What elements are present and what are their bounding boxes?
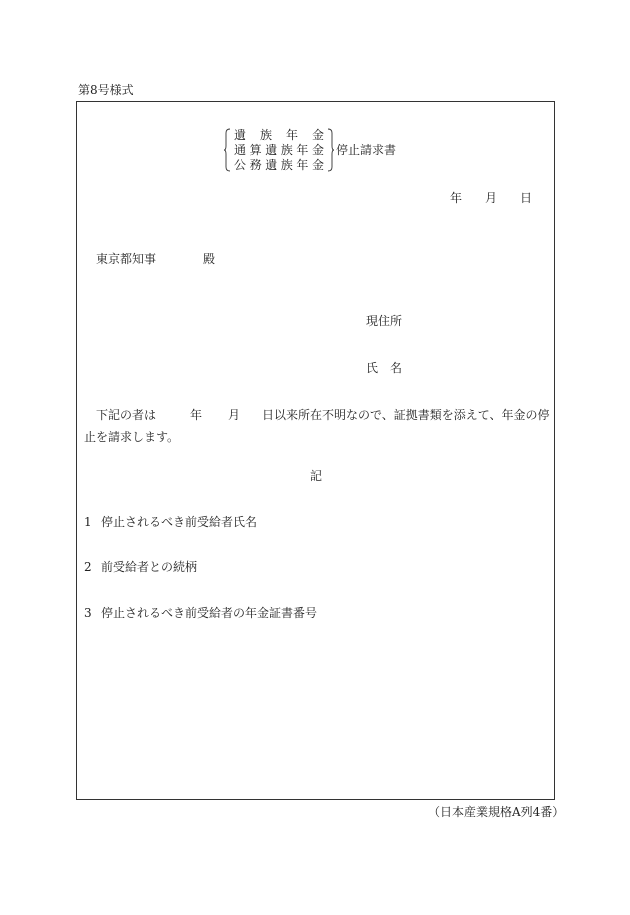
- body-line1-month: 月: [228, 408, 241, 422]
- pension-type-3: 公務遺族年金: [234, 158, 324, 172]
- body-line1-rest: 日以来所在不明なので、証拠書類を添えて、年金の停: [262, 408, 550, 422]
- addressee-honorific: 殿: [203, 252, 216, 266]
- body-line1-prefix: 下記の者は: [96, 408, 157, 422]
- addressee-name: 東京都知事: [96, 252, 157, 266]
- form-frame: [76, 101, 555, 800]
- list-item-number: 2: [84, 560, 92, 574]
- address-label: 現住所: [366, 314, 403, 328]
- right-brace-icon: [327, 128, 334, 172]
- pension-type-2: 通算遺族年金: [234, 143, 324, 157]
- ki-heading: 記: [310, 469, 323, 483]
- list-item-number: 3: [84, 606, 92, 620]
- list-item-number: 1: [84, 515, 92, 529]
- pension-type-1: 遺族年金: [234, 128, 324, 142]
- body-line2: 止を請求します。: [84, 430, 180, 444]
- name-label: 氏 名: [366, 361, 403, 375]
- left-brace-icon: [224, 128, 231, 172]
- body-line1-year: 年: [190, 408, 203, 422]
- list-item: 前受給者との続柄: [101, 560, 198, 574]
- list-item: 停止されるべき前受給者氏名: [101, 515, 258, 529]
- document-title: 停止請求書: [336, 143, 397, 157]
- date-month-label: 月: [485, 191, 498, 205]
- date-year-label: 年: [450, 191, 463, 205]
- form-number: 第8号様式: [78, 83, 134, 97]
- list-item: 停止されるべき前受給者の年金証書番号: [101, 606, 318, 620]
- footer-note: （日本産業規格A列4番）: [428, 805, 565, 819]
- date-day-label: 日: [520, 191, 533, 205]
